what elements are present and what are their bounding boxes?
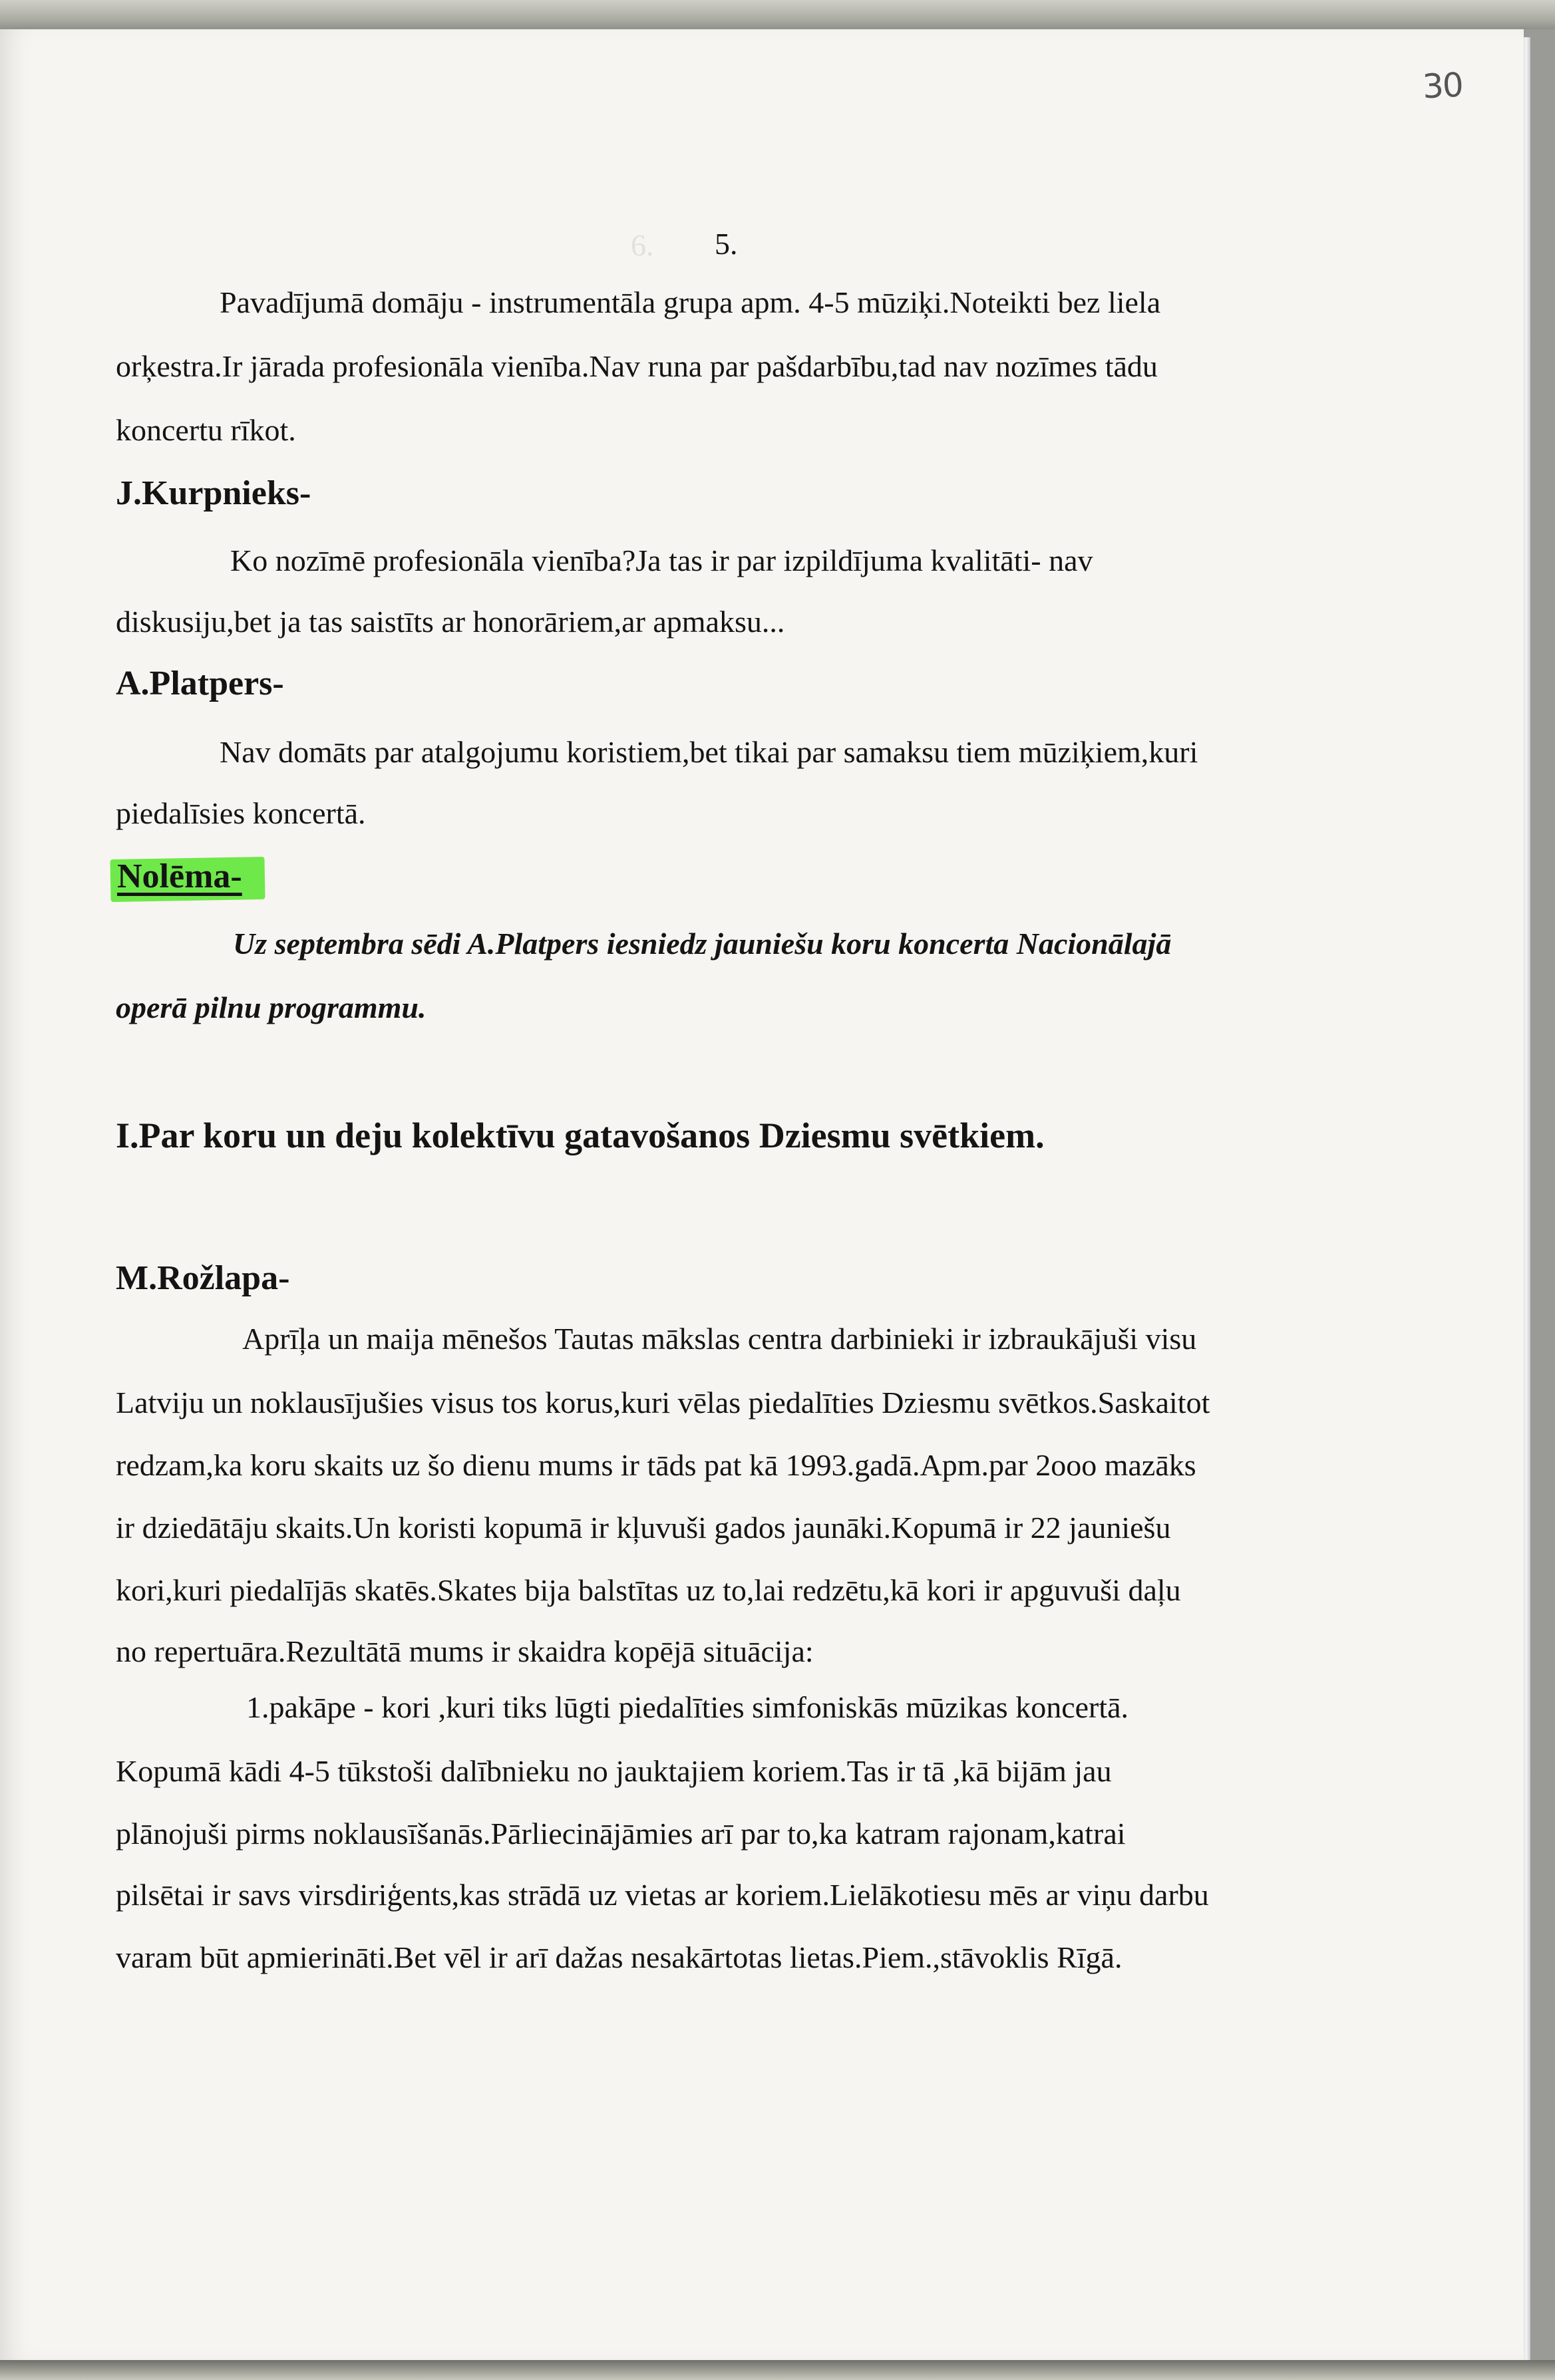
page-stack-edge <box>1524 37 1530 2360</box>
text-line: ir dziedātāju skaits.Un koristi kopumā ir kļuvuši gados jaunāki.Kopumā ir 22 jauniešu <box>116 1511 1171 1545</box>
text-line: pilsētai ir savs virsdiriģents,kas strādā uz vietas ar koriem.Lielākotiesu mēs ar viņu darbu <box>116 1878 1209 1912</box>
text-line: plānojuši pirms noklausīšanās.Pārliecinājāmies arī par to,ka katram rajonam,katrai <box>116 1817 1126 1851</box>
text-line: redzam,ka koru skaits uz šo dienu mums ir tāds pat kā 1993.gadā.Apm.par 2ooo mazāks <box>116 1448 1196 1482</box>
speaker-name: J.Kurpnieks- <box>116 474 311 512</box>
printed-page-number: 5. <box>715 227 738 261</box>
handwritten-page-number: 30 <box>1421 65 1464 106</box>
scan-top-shadow <box>0 0 1555 29</box>
text-line: piedalīsies koncertā. <box>116 796 366 830</box>
section-heading: I.Par koru un deju kolektīvu gatavošanos Dziesmu svētkiem. <box>116 1116 1045 1155</box>
text-line: Ko nozīmē profesionāla vienība?Ja tas ir par izpildījuma kvalitāti- nav <box>230 543 1093 577</box>
decision-text-line: operā pilnu programmu. <box>116 990 427 1024</box>
decision-text-line: Uz septembra sēdi A.Platpers iesniedz jauniešu koru koncerta Nacionālajā <box>233 927 1172 961</box>
speaker-name: A.Platpers- <box>116 665 284 702</box>
text-line: 1.pakāpe - kori ,kuri tiks lūgti piedalīties simfoniskās mūzikas koncertā. <box>246 1690 1129 1724</box>
text-line: no repertuāra.Rezultātā mums ir skaidra kopējā situācija: <box>116 1634 814 1668</box>
text-line: orķestra.Ir jārada profesionāla vienība.Nav runa par pašdarbību,tad nav nozīmes tādu <box>116 349 1158 383</box>
text-line: Kopumā kādi 4-5 tūkstoši dalībnieku no jauktajiem koriem.Tas ir tā ,kā bijām jau <box>116 1754 1112 1788</box>
text-line: Pavadījumā domāju - instrumentāla grupa apm. 4-5 mūziķi.Noteikti bez liela <box>220 285 1161 319</box>
bleed-through-text: 6. <box>631 228 654 262</box>
decision-label: Nolēma- <box>117 857 242 895</box>
text-line: koncertu rīkot. <box>116 413 296 447</box>
scan-bottom-shadow <box>0 2360 1555 2380</box>
text-line: Nav domāts par atalgojumu koristiem,bet tikai par samaksu tiem mūziķiem,kuri <box>220 735 1198 769</box>
text-line: varam būt apmierināti.Bet vēl ir arī dažas nesakārtotas lietas.Piem.,stāvoklis Rīgā. <box>116 1940 1123 1974</box>
speaker-name: M.Rožlapa- <box>116 1259 290 1297</box>
text-line: Latviju un noklausījušies visus tos korus,kuri vēlas piedalīties Dziesmu svētkos.Saskaitot <box>116 1386 1210 1419</box>
text-line: kori,kuri piedalījās skatēs.Skates bija balstītas uz to,lai redzētu,kā kori ir apguvuši daļu <box>116 1573 1181 1607</box>
text-line: Aprīļa un maija mēnešos Tautas mākslas centra darbinieki ir izbraukājuši visu <box>242 1322 1197 1356</box>
text-line: diskusiju,bet ja tas saistīts ar honorāriem,ar apmaksu... <box>116 605 785 639</box>
